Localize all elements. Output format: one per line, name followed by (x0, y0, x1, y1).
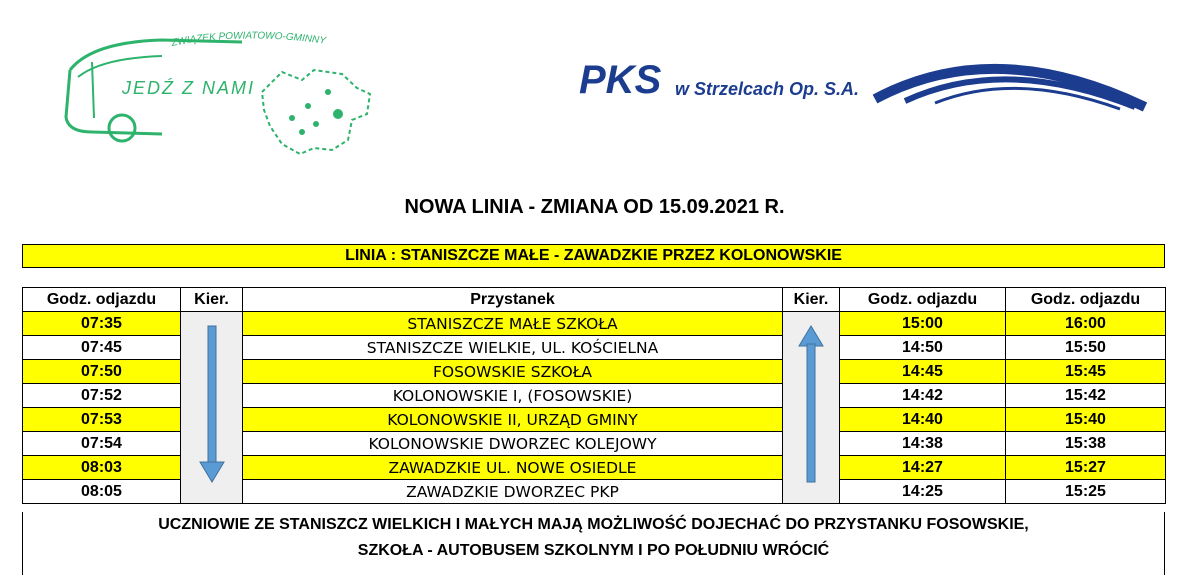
departure-time: 08:05 (23, 480, 181, 504)
return-time-2: 15:45 (1006, 360, 1166, 384)
departure-time: 07:54 (23, 432, 181, 456)
logo-pks (575, 55, 1155, 115)
return-time-1: 14:38 (840, 432, 1006, 456)
logo-slogan: JEDŹ Z NAMI (122, 78, 255, 98)
departure-time: 07:35 (23, 312, 181, 336)
return-time-1: 15:00 (840, 312, 1006, 336)
departure-time: 08:03 (23, 456, 181, 480)
logo-pks-brand: PKS (579, 58, 662, 102)
header-return-2: Godz. odjazdu (1006, 288, 1166, 312)
line-title: LINIA : STANISZCZE MAŁE - ZAWADZKIE PRZEZ KOLONOWSKIE (22, 244, 1165, 268)
stop-name: ZAWADZKIE UL. NOWE OSIEDLE (243, 456, 783, 480)
stop-name: KOLONOWSKIE DWORZEC KOLEJOWY (243, 432, 783, 456)
stop-name: STANISZCZE MAŁE SZKOŁA (243, 312, 783, 336)
departure-time: 07:53 (23, 408, 181, 432)
return-time-2: 15:50 (1006, 336, 1166, 360)
arrow-down-icon (197, 320, 227, 490)
stop-name: KOLONOWSKIE I, (FOSOWSKIE) (243, 384, 783, 408)
departure-time: 07:52 (23, 384, 181, 408)
return-time-1: 14:27 (840, 456, 1006, 480)
note-line-2: SZKOŁA - AUTOBUSEM SZKOLNYM I PO POŁUDNIU WRÓCIĆ (357, 542, 830, 559)
stop-name: STANISZCZE WIELKIE, UL. KOŚCIELNA (243, 336, 783, 360)
note (22, 512, 1165, 575)
return-time-2: 15:40 (1006, 408, 1166, 432)
return-time-1: 14:40 (840, 408, 1006, 432)
return-time-1: 14:45 (840, 360, 1006, 384)
return-time-1: 14:50 (840, 336, 1006, 360)
header-departure: Godz. odjazdu (23, 288, 181, 312)
stop-name: FOSOWSKIE SZKOŁA (243, 360, 783, 384)
return-time-2: 16:00 (1006, 312, 1166, 336)
header-direction-left: Kier. (181, 288, 243, 312)
pks-swoosh-icon (575, 55, 1155, 115)
header-stop: Przystanek (243, 288, 783, 312)
return-time-1: 14:42 (840, 384, 1006, 408)
table-header-row (23, 288, 1166, 312)
return-time-2: 15:42 (1006, 384, 1166, 408)
return-time-2: 15:25 (1006, 480, 1166, 504)
stop-name: KOLONOWSKIE II, URZĄD GMINY (243, 408, 783, 432)
timetable (22, 287, 1166, 504)
header-direction-right: Kier. (783, 288, 840, 312)
logo-pks-suffix: w Strzelcach Op. S.A. (675, 79, 860, 99)
page-title: NOWA LINIA - ZMIANA OD 15.09.2021 R. (404, 196, 785, 218)
note-line-1: UCZNIOWIE ZE STANISZCZ WIELKICH I MAŁYCH MAJĄ MOŻLIWOŚĆ DOJECHAĆ DO PRZYSTANKU FOSOWSKIE, (158, 516, 1029, 533)
table-row (23, 312, 1166, 336)
header-return-1: Godz. odjazdu (840, 288, 1006, 312)
direction-up-cell (783, 312, 840, 504)
return-time-1: 14:25 (840, 480, 1006, 504)
departure-time: 07:50 (23, 360, 181, 384)
arrow-up-icon (796, 320, 826, 490)
stop-name: ZAWADZKIE DWORZEC PKP (243, 480, 783, 504)
return-time-2: 15:38 (1006, 432, 1166, 456)
departure-time: 07:45 (23, 336, 181, 360)
direction-down-cell (181, 312, 243, 504)
logo-jedz-z-nami (52, 22, 402, 172)
bus-logo-icon (52, 22, 402, 172)
logo-arc-text: ZWIĄZEK POWIATOWO-GMINNY (170, 30, 327, 49)
return-time-2: 15:27 (1006, 456, 1166, 480)
